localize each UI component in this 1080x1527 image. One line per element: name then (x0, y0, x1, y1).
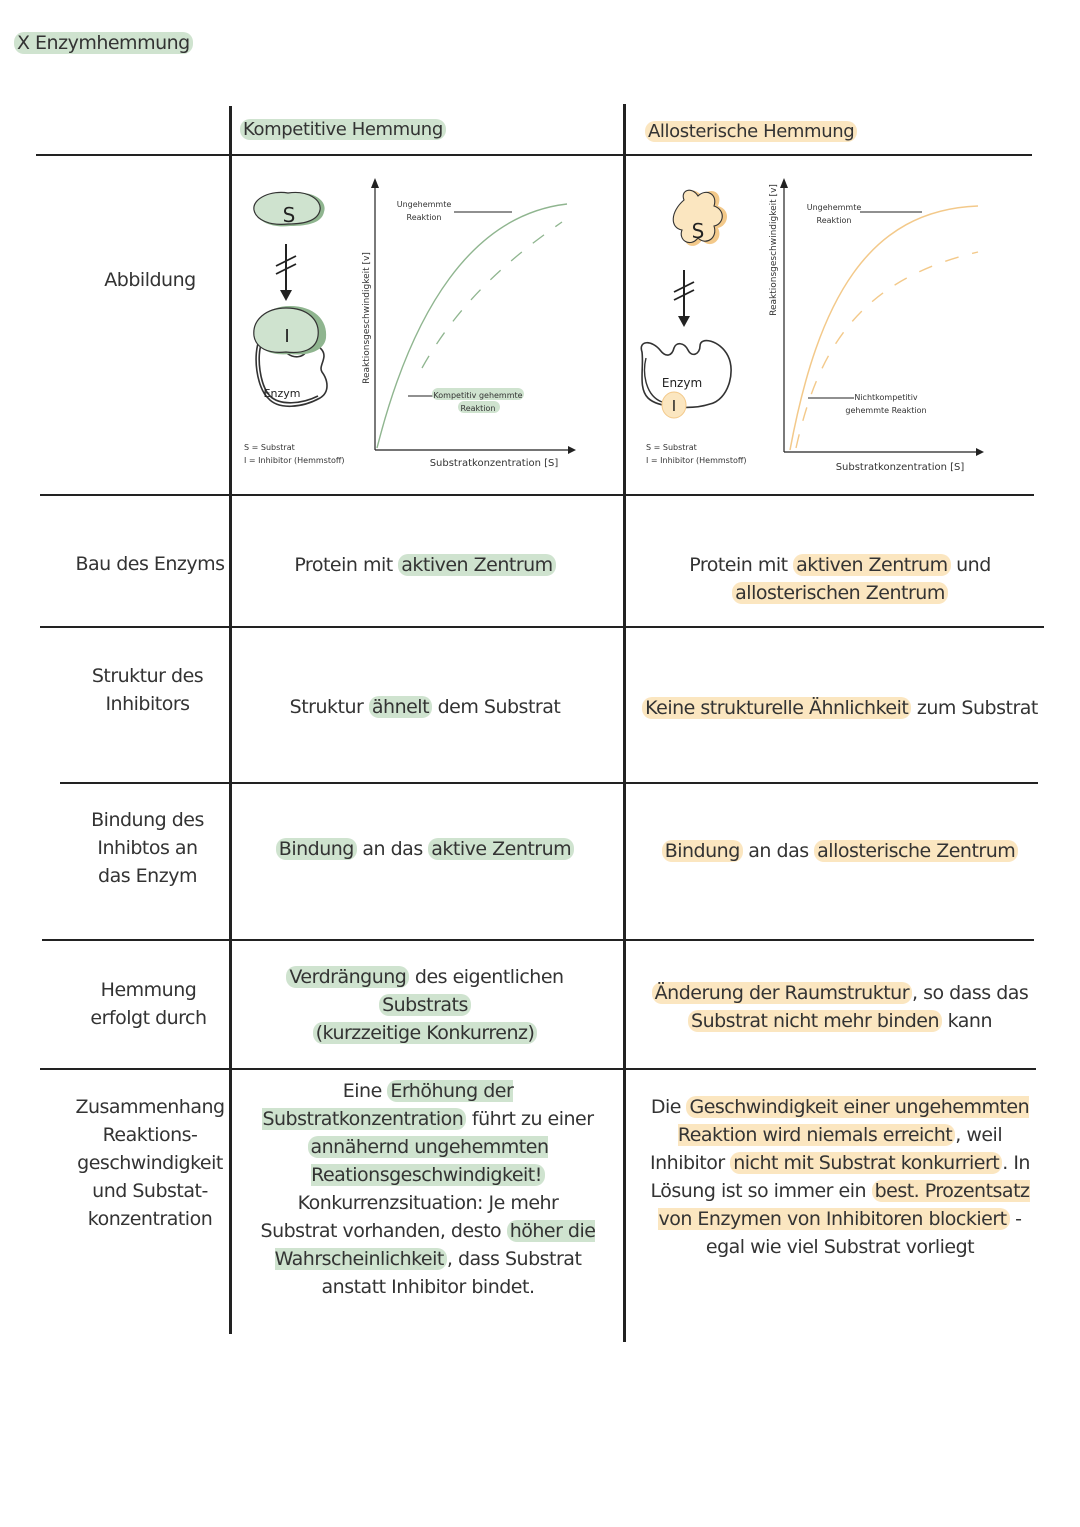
substrate-shape (254, 192, 325, 227)
row-label-bindung: Bindung des Inhibtos an das Enzym (91, 809, 204, 887)
table-rule (40, 1068, 1036, 1070)
enzyme-shape (254, 306, 327, 406)
legend-substrate: S = Substrat (244, 443, 295, 452)
table-column-divider (623, 104, 626, 1342)
label-uninhibited-1: Ungehemmte (806, 203, 862, 212)
bindung-allosterisch: Bindung an das allosterische Zentrum (640, 826, 1040, 876)
legend-substrate: S = Substrat (646, 443, 697, 452)
y-axis-label: Reaktionsgeschwindigkeit [v] (769, 184, 779, 316)
label-uninhibited-2: Reaktion (816, 216, 852, 225)
blocked-arrow-icon (674, 270, 694, 327)
competitive-inhibited-curve (422, 222, 562, 368)
substrate-letter: S (282, 203, 296, 227)
substrate-shape (673, 190, 727, 246)
row-label-bau: Bau des Enzyms (75, 553, 225, 575)
substrate-letter: S (691, 219, 705, 243)
table-rule (42, 939, 1034, 941)
noncompetitive-inhibited-curve (796, 252, 978, 448)
zusammenhang-allosterisch: Die Geschwindigkeit einer ungehemmten Reaktion wird niemals erreicht , weil Inhibitor nicht mit Substrat konkurriert . In Lösung ist so immer ein best. Prozentsatz von Enzymen von Inhibitoren blockiert - egal wie viel Substrat vorliegt (650, 1096, 1030, 1258)
inhibitor-letter: I (671, 397, 677, 415)
table-rule (40, 626, 1044, 628)
hemmung-allosterisch: Änderung der Raumstruktur , so dass das Substrat nicht mehr binden kann (650, 977, 1030, 1037)
table-rule (36, 154, 1032, 156)
label-competitive-2: Reaktion (460, 404, 496, 413)
page-title: X Enzymhemmung (14, 32, 193, 54)
label-noncompetitive-2: gehemmte Reaktion (845, 406, 927, 415)
blocked-arrow-icon (276, 244, 296, 301)
column-header-allosterisch: Allosterische Hemmung (645, 121, 857, 142)
enzyme-label: Enzym (263, 387, 301, 400)
zusammenhang-kompetitiv: Eine Erhöhung der Substratkonzentration führt zu einer annähernd ungehemmten Reationsgeschwindigkeit! Konkurrenzsituation: Je mehr Substrat vorhanden, desto höher die Wahrscheinlichkeit , dass Substrat anstatt Inhibitor bindet. (260, 1080, 596, 1298)
label-uninhibited-2: Reaktion (406, 213, 442, 222)
table-rule (60, 782, 1038, 784)
enzyme-shape (641, 341, 731, 418)
inhibitor-letter: I (284, 326, 290, 347)
competitive-inhibition-figure (232, 160, 622, 490)
x-axis-label: Substratkonzentration [S] (429, 458, 559, 469)
enzyme-label: Enzym (661, 376, 703, 390)
legend-inhibitor: I = Inhibitor (Hemmstoff) (244, 456, 345, 465)
struktur-allosterisch: Keine strukturelle Ähnlichkeit zum Substrat (640, 683, 1040, 733)
allosteric-inhibition-figure (628, 160, 1028, 490)
row-label-hemmung: Hemmung erfolgt durch (90, 979, 207, 1029)
hemmung-kompetitiv: Verdrängung des eigentlichen Substrats (kurzzeitige Konkurrenz) (240, 975, 610, 1035)
y-axis-label: Reaktionsgeschwindigkeit [v] (362, 252, 372, 384)
bau-kompetitiv: Protein mit aktiven Zentrum (240, 540, 610, 590)
label-competitive-1: Kompetitiv gehemmte (433, 391, 523, 400)
label-noncompetitive-1: Nichtkompetitiv (854, 393, 918, 402)
row-label-zusammenhang: Zusammenhang Reaktions-geschwindigkeit und Substat-konzentration (75, 1095, 225, 1230)
row-label-struktur: Struktur des Inhibitors (91, 665, 204, 715)
row-label-abbildung: Abbildung (104, 269, 196, 291)
bau-allosterisch: Protein mit aktiven Zentrum und allosterischen Zentrum (689, 554, 991, 604)
legend-inhibitor: I = Inhibitor (Hemmstoff) (646, 456, 747, 465)
label-uninhibited-1: Ungehemmte (396, 200, 452, 209)
bindung-kompetitiv: Bindung an das aktive Zentrum (240, 824, 610, 874)
column-header-kompetitiv: Kompetitive Hemmung (240, 119, 446, 140)
struktur-kompetitiv: Struktur ähnelt dem Substrat (289, 696, 561, 718)
table-rule (40, 494, 1034, 496)
x-axis-label: Substratkonzentration [S] (835, 462, 965, 473)
